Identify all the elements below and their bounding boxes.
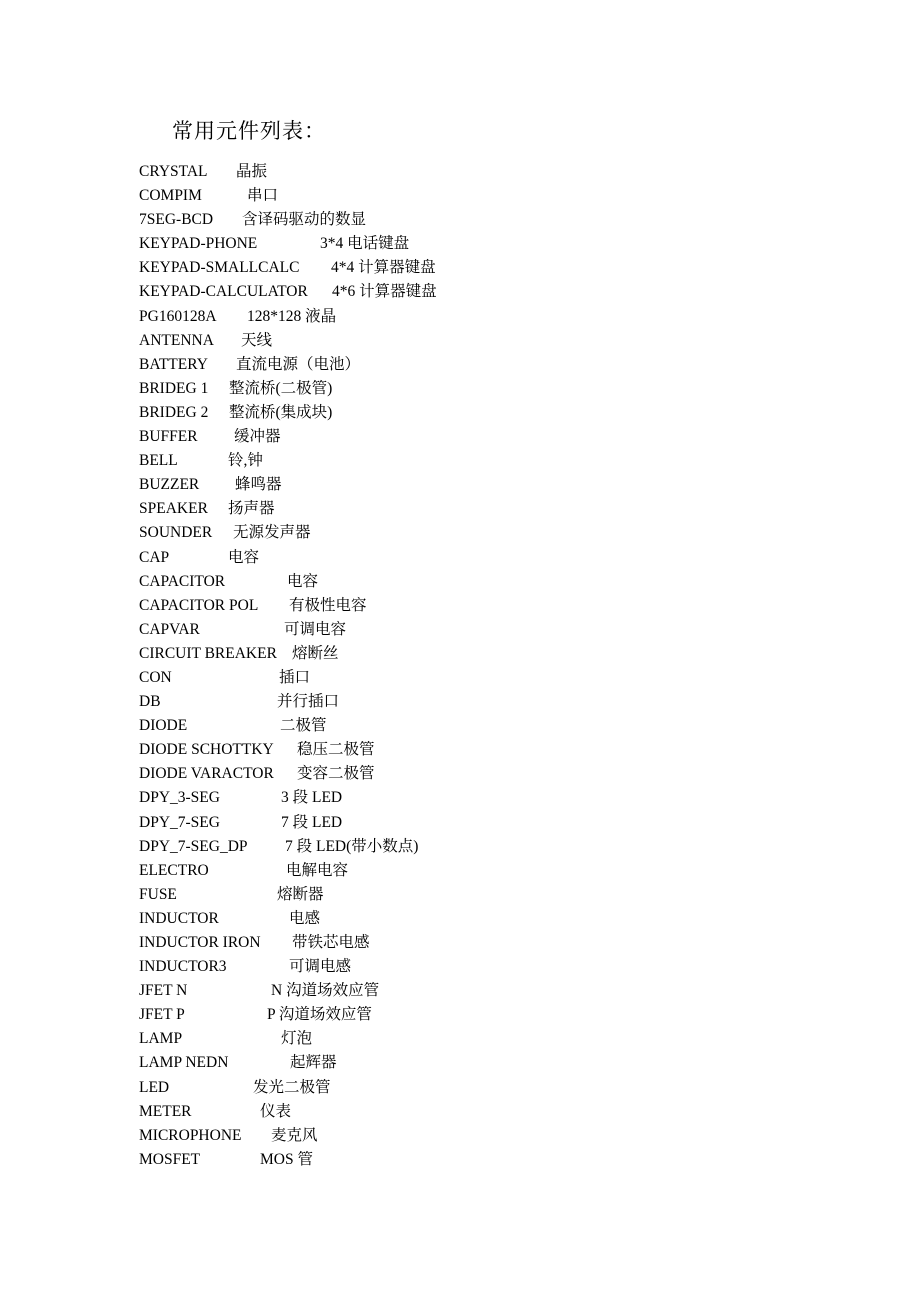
- list-item: [139, 907, 699, 931]
- component-description: 麦克风: [271, 1126, 318, 1144]
- list-item: [139, 570, 699, 594]
- list-item: [139, 473, 699, 497]
- component-code: CAP: [139, 548, 170, 566]
- component-code: CAPVAR: [139, 620, 200, 638]
- component-code: COMPIM: [139, 187, 202, 205]
- component-description: 直流电源（电池）: [236, 355, 361, 373]
- component-code: CAPACITOR POL: [139, 596, 259, 614]
- component-code: BUFFER: [139, 428, 198, 446]
- component-code: BATTERY: [139, 355, 208, 373]
- component-description: 4*6 计算器键盘: [332, 283, 437, 301]
- component-description: 电感: [289, 909, 321, 927]
- component-code: BELL: [139, 452, 178, 470]
- list-item: [139, 497, 699, 521]
- list-item: [139, 329, 699, 353]
- component-description: 二极管: [280, 717, 327, 735]
- component-code: CON: [139, 668, 172, 686]
- list-item: [139, 955, 699, 979]
- component-code: INDUCTOR IRON: [139, 934, 261, 951]
- component-code: JFET N: [139, 982, 188, 1000]
- list-item: [139, 642, 699, 666]
- component-description: 熔断丝: [292, 644, 339, 662]
- component-description: N 沟道场效应管: [271, 982, 380, 1000]
- component-code: DPY_3-SEG: [139, 789, 220, 807]
- list-item: [139, 425, 699, 449]
- component-code: 7SEG-BCD: [139, 211, 214, 229]
- list-item: [139, 1027, 699, 1051]
- component-description: 插口: [279, 668, 311, 686]
- list-item: [139, 1051, 699, 1075]
- component-code: KEYPAD-CALCULATOR: [139, 283, 308, 301]
- list-item: [139, 377, 699, 401]
- list-item: [139, 594, 699, 618]
- list-item: [139, 859, 699, 883]
- component-description: 发光二极管: [253, 1078, 331, 1096]
- component-code: PG160128A: [139, 307, 217, 325]
- component-code: LED: [139, 1078, 170, 1096]
- component-description: 灯泡: [281, 1030, 313, 1048]
- component-description: 铃,钟: [228, 452, 263, 470]
- component-description: 7 段 LED: [281, 813, 343, 831]
- component-code: ANTENNA: [139, 331, 214, 349]
- component-description: 带铁芯电感: [292, 934, 370, 951]
- component-description: P 沟道场效应管: [267, 1006, 372, 1024]
- component-code: CAPACITOR: [139, 572, 226, 590]
- list-item: [139, 353, 699, 377]
- component-description: 缓冲器: [234, 428, 281, 446]
- component-code: INDUCTOR: [139, 909, 219, 927]
- component-code: DPY_7-SEG: [139, 813, 220, 831]
- list-item: [139, 931, 699, 955]
- component-code: KEYPAD-SMALLCALC: [139, 259, 300, 277]
- list-item: [139, 1100, 699, 1124]
- component-description: 晶振: [236, 163, 268, 180]
- component-description: 扬声器: [228, 500, 275, 518]
- list-item: [139, 883, 699, 907]
- component-description: 电容: [287, 572, 319, 590]
- list-item: [139, 690, 699, 714]
- component-description: 并行插口: [277, 693, 340, 711]
- component-description: MOS 管: [260, 1150, 313, 1168]
- list-item: [139, 786, 699, 810]
- component-description: 熔断器: [277, 885, 324, 903]
- list-item: [139, 1003, 699, 1027]
- component-description: 128*128 液晶: [247, 307, 337, 325]
- component-description: 含译码驱动的数显: [242, 211, 367, 229]
- list-item: [139, 738, 699, 762]
- component-description: 3 段 LED: [281, 789, 343, 807]
- component-code: DIODE SCHOTTKY: [139, 741, 274, 759]
- component-code: LAMP NEDN: [139, 1054, 229, 1072]
- component-code: CRYSTAL: [139, 163, 208, 180]
- component-code: BUZZER: [139, 476, 200, 494]
- page-title: 常用元件列表：: [172, 119, 326, 143]
- list-item: [139, 546, 699, 570]
- component-description: 整流桥(二极管): [229, 379, 333, 397]
- component-code: FUSE: [139, 885, 177, 903]
- list-item: [139, 714, 699, 738]
- component-description: 变容二极管: [297, 765, 375, 783]
- list-item: [139, 811, 699, 835]
- component-description: 可调电容: [284, 620, 347, 638]
- component-code: JFET P: [139, 1006, 185, 1024]
- component-code: DPY_7-SEG_DP: [139, 837, 248, 855]
- component-code: DIODE: [139, 717, 188, 735]
- list-item: [139, 979, 699, 1003]
- component-description: 电容: [228, 548, 260, 566]
- list-item: [139, 256, 699, 280]
- component-description: 整流桥(集成块): [229, 403, 333, 421]
- component-code: ELECTRO: [139, 861, 209, 879]
- component-code: DB: [139, 693, 161, 711]
- component-description: 7 段 LED(带小数点): [285, 837, 419, 855]
- list-item: [139, 521, 699, 545]
- component-description: 串口: [247, 187, 279, 205]
- component-description: 起辉器: [290, 1054, 337, 1072]
- component-code: MOSFET: [139, 1150, 201, 1168]
- list-item: [139, 1124, 699, 1148]
- list-item: [139, 401, 699, 425]
- list-item: [139, 1148, 699, 1172]
- component-description: 4*4 计算器键盘: [331, 259, 436, 277]
- component-description: 电解电容: [286, 861, 349, 879]
- component-description: 天线: [241, 331, 273, 349]
- component-code: METER: [139, 1102, 192, 1120]
- list-item: [139, 1076, 699, 1100]
- list-item: [139, 280, 699, 304]
- component-description: 稳压二极管: [297, 741, 375, 759]
- component-code: BRIDEG 2: [139, 403, 209, 421]
- component-code: CIRCUIT BREAKER: [139, 644, 277, 662]
- component-code: KEYPAD-PHONE: [139, 235, 258, 253]
- list-item: [139, 449, 699, 473]
- list-item: [139, 184, 699, 208]
- list-item: [139, 762, 699, 786]
- list-item: [139, 305, 699, 329]
- component-description: 仪表: [260, 1102, 292, 1120]
- component-description: 有极性电容: [289, 596, 367, 614]
- component-code: INDUCTOR3: [139, 958, 227, 976]
- list-item: [139, 208, 699, 232]
- component-code: DIODE VARACTOR: [139, 765, 274, 783]
- component-description: 无源发声器: [233, 524, 311, 542]
- component-code: LAMP: [139, 1030, 183, 1048]
- component-list: [139, 160, 699, 1172]
- list-item: [139, 160, 699, 184]
- component-code: BRIDEG 1: [139, 379, 209, 397]
- component-code: SPEAKER: [139, 500, 208, 518]
- component-description: 可调电感: [289, 958, 352, 976]
- component-code: SOUNDER: [139, 524, 213, 542]
- list-item: [139, 232, 699, 256]
- component-description: 3*4 电话键盘: [320, 235, 410, 253]
- list-item: [139, 618, 699, 642]
- list-item: [139, 666, 699, 690]
- component-code: MICROPHONE: [139, 1126, 242, 1144]
- component-description: 蜂鸣器: [235, 476, 282, 494]
- list-item: [139, 835, 699, 859]
